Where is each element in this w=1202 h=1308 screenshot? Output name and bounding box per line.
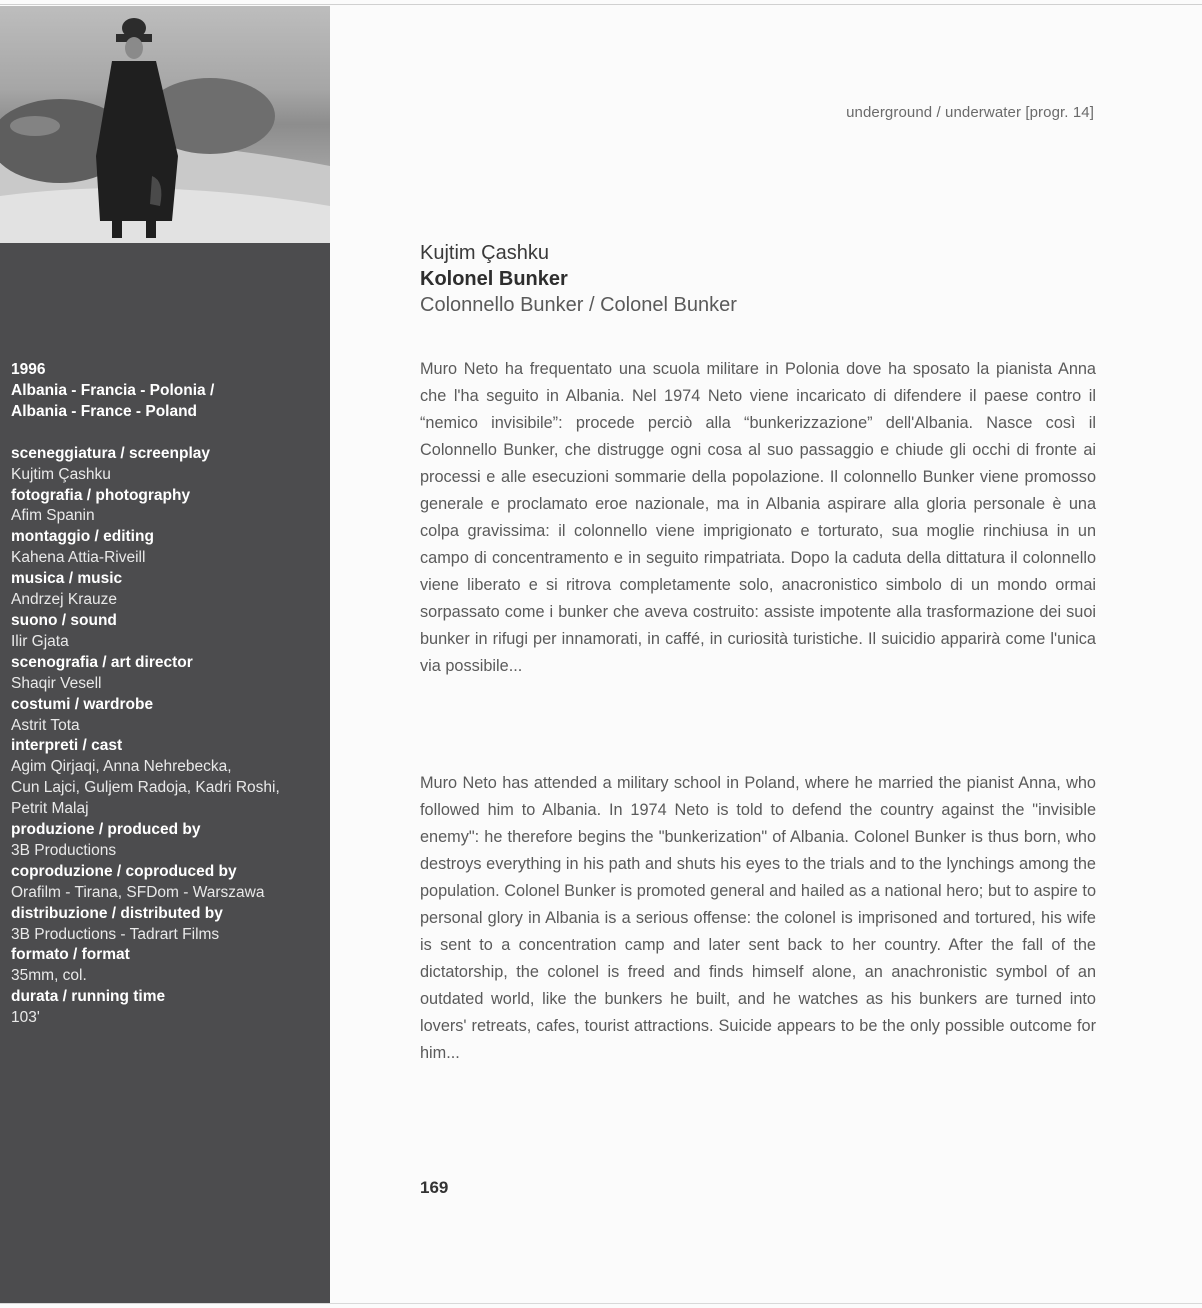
credit-label: distribuzione / distributed by bbox=[11, 904, 223, 922]
credits-list bbox=[11, 360, 321, 1029]
credit-value: Orafilm - Tirana, SFDom - Warszawa bbox=[11, 883, 265, 901]
page-top-edge bbox=[0, 4, 1202, 5]
credit-value: Ilir Gjata bbox=[11, 632, 69, 650]
credit-label: durata / running time bbox=[11, 988, 166, 1006]
credit-value: 35mm, col. bbox=[11, 967, 87, 985]
series-label: underground / underwater [progr. 14] bbox=[846, 104, 1094, 121]
film-director: Kujtim Çashku bbox=[420, 242, 549, 264]
page-bottom-edge bbox=[0, 1303, 1202, 1304]
credits-sidebar bbox=[0, 243, 330, 1304]
synopsis-english: Muro Neto has attended a military school in Poland, where he married the pianist Anna, who followed him to Albania. In 1974 Neto is told to defend the country against the "invisible enemy": he therefore begins the "bunkerization" of Albania. Colonel Bunker is thus born, who destroys everything in his path and shuts his eyes to the trials and to the lynchings among the population. Colonel Bunker is promoted general and hailed as a national hero; but to aspire to personal glory in Albania is a serious offense: the colonel is imprisoned and tortured, his wife is sent to a concentration camp and later sent back to her country. After the fall of the dictatorship, the colonel is freed and finds himself alone, an anachronistic symbol of an outdated world, like the bunkers he built, and he watches as his bunkers are turned into lovers' retreats, cafes, tourist attractions. Suicide appears to be the only possible outcome for him... bbox=[420, 774, 1096, 1062]
credit-label: musica / music bbox=[11, 570, 123, 588]
credit-label: coproduzione / coproduced by bbox=[11, 862, 237, 880]
credit-value: Afim Spanin bbox=[11, 507, 95, 525]
credit-label: montaggio / editing bbox=[11, 528, 154, 546]
credit-value: 103' bbox=[11, 1009, 40, 1027]
credit-country-it: Albania - Francia - Polonia / bbox=[11, 381, 215, 399]
credit-value: Cun Lajci, Guljem Radoja, Kadri Roshi, bbox=[11, 779, 280, 797]
credit-value: Petrit Malaj bbox=[11, 800, 89, 818]
credit-value: 3B Productions - Tadrart Films bbox=[11, 925, 220, 943]
credit-value: Kujtim Çashku bbox=[11, 465, 111, 483]
credit-label: scenografia / art director bbox=[11, 653, 193, 671]
synopsis-italian: Muro Neto ha frequentato una scuola militare in Polonia dove ha sposato la pianista Anna che l'ha seguito in Albania. Nel 1974 Neto viene incaricato di difendere il paese contro il “nemico invisibile”: procede perciò alla “bunkerizzazione” dell'Albania. Nasce così il Colonnello Bunker, che distrugge ogni cosa al suo passaggio e chiude gli occhi di fronte ai processi e alle esecuzioni sommarie della popolazione. Il colonnello Bunker viene promosso generale e proclamato eroe nazionale, ma in Albania aspirare alla gloria personale è una colpa gravissima: il colonnello viene imprigionato e torturato, sua moglie rinchiusa in un campo di concentramento e in seguito rimpatriata. Dopo la caduta della dittatura il colonnello viene liberato e si ritrova completamente solo, anacronistico simbolo di un mondo ormai sorpassato come i bunker che aveva costruito: assiste impotente alla trasformazione dei suoi bunker in rifugi per innamorati, in caffé, in curiosità turistiche. Il suicidio apparirà come l'unica via possibile... bbox=[420, 360, 1096, 675]
credit-value: 3B Productions bbox=[11, 841, 117, 859]
credit-label: fotografia / photography bbox=[11, 486, 191, 504]
page-number: 169 bbox=[420, 1178, 449, 1197]
credit-label: formato / format bbox=[11, 946, 130, 964]
credit-items bbox=[11, 444, 321, 1029]
credit-label: produzione / produced by bbox=[11, 821, 201, 839]
credit-label: sceneggiatura / screenplay bbox=[11, 444, 211, 462]
credit-value: Kahena Attia-Riveill bbox=[11, 549, 146, 567]
film-still-photo bbox=[0, 6, 330, 243]
credit-label: costumi / wardrobe bbox=[11, 695, 154, 713]
credit-country-en: Albania - France - Poland bbox=[11, 402, 198, 420]
film-still-image bbox=[0, 6, 330, 243]
credit-year: 1996 bbox=[11, 361, 46, 378]
credit-label: interpreti / cast bbox=[11, 737, 123, 755]
credit-label: suono / sound bbox=[11, 611, 117, 629]
credit-value: Agim Qirjaqi, Anna Nehrebecka, bbox=[11, 758, 232, 776]
film-subtitle: Colonnello Bunker / Colonel Bunker bbox=[420, 294, 737, 316]
credit-value: Astrit Tota bbox=[11, 716, 80, 734]
credit-value: Andrzej Krauze bbox=[11, 591, 117, 609]
film-title: Kolonel Bunker bbox=[420, 268, 568, 290]
credit-value: Shaqir Vesell bbox=[11, 674, 102, 692]
